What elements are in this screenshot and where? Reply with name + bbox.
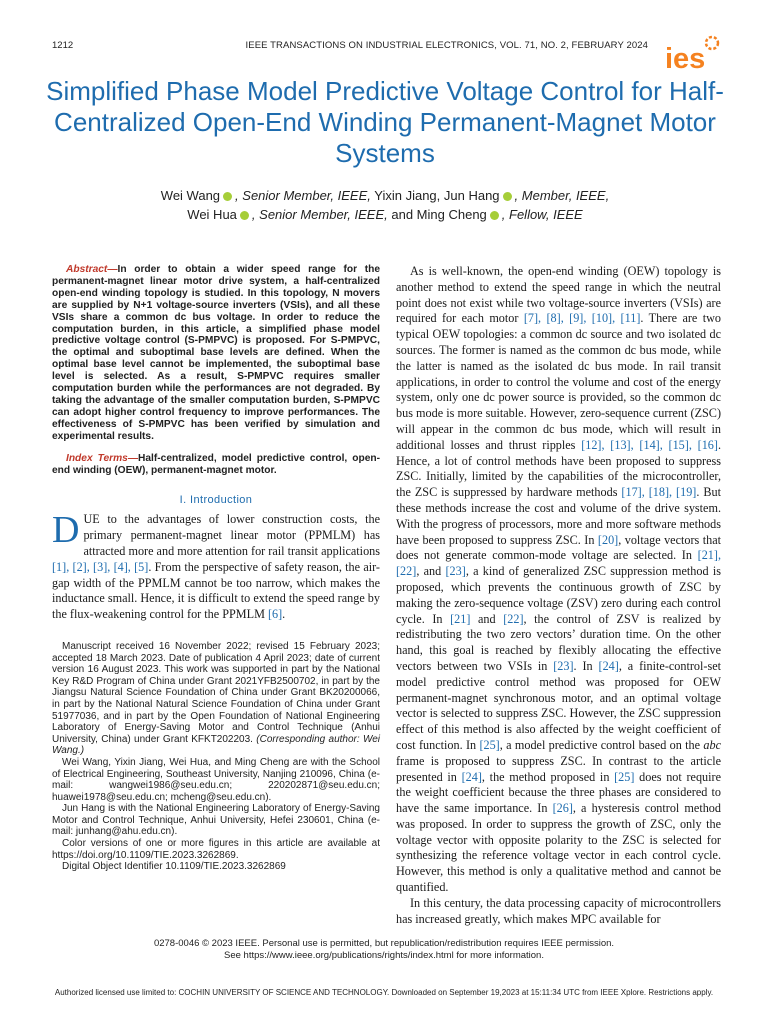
footnote-doi: Digital Object Identifier 10.1109/TIE.2023.3262869 [62, 861, 286, 873]
ies-logo [663, 34, 723, 74]
citation-link[interactable]: [21], [22] [396, 548, 721, 579]
citation-link[interactable]: [6] [267, 607, 283, 622]
author-line-2 [40, 205, 730, 224]
right-column [396, 264, 721, 927]
author-name: Yixin Jiang, [370, 188, 441, 203]
intro-text: UE to the advantages of lower construction costs, the primary permanent-magnet linear motor (PPMLM) has attracted more and more attention for rail transit applications [83, 512, 380, 558]
body-text-segment: . There are two typical OEW topologies: a common dc source and two isolated dc sources. The former is named as the common dc bus mode, while the latter is named as the isolated dc bus mode. In rail transit applications, in order to control the volume and cost of the energy system, only one dc power source is provided, so the common dc bus mode is more suitable. However, zero-sequence current (ZSC) will appear in the common dc bus mode, which will result in additional losses and thrust ripples [396, 311, 721, 452]
right-paragraph-1 [396, 264, 721, 896]
paper-title: Simplified Phase Model Predictive Voltage Control for Half-Centralized Open-End Winding Permanent-Magnet Motor Systems [46, 76, 724, 168]
body-text-segment: , the method proposed in [481, 769, 615, 784]
author-line-1 [40, 186, 730, 205]
author-role: , Senior Member, IEEE, [251, 207, 388, 222]
copyright-notice [0, 938, 768, 961]
body-text-segment: . In [573, 658, 599, 673]
body-text-segment: does not require the weight coefficient because the three phases are considered to have the same importance. In [396, 769, 721, 816]
citation-link[interactable]: [7], [8], [9], [10], [11] [523, 311, 641, 326]
author-list [40, 186, 730, 224]
body-text-segment: . Hence, a lot of control methods have been proposed to suppress ZSC. Initially, limited by the capabilities of the microcontroller, the ZSC is suppressed by hardware methods [396, 437, 721, 500]
footnote-affiliation: Wei Wang, Yixin Jiang, Wei Hua, and Ming Cheng are with the School of Electrical Engineering, Southeast University, Nanjing 210096, China (e-mail: wangwei1986@seu.edu.cn; 220202871@seu.edu.cn; huawei1978@seu.edu.cn; mcheng@seu.edu.cn). [52, 756, 380, 803]
abstract [52, 264, 380, 443]
abstract-label: Abstract— [66, 264, 118, 275]
section-heading-introduction: I. Introduction [179, 494, 253, 507]
index-terms [52, 453, 380, 477]
abstract-text: In order to obtain a wider speed range for the permanent-magnet linear motor drive system, a half-centralized open-end winding topology is studied. In this topology, N movers are supplied by N+1 voltage-source inverters (VSIs), and all these VSIs share a common dc bus voltage. In order to reduce the computation burden, in this article, a simplified phase model predictive voltage control (S-PMPVC) is proposed. For S-PMPVC, the optimal and suboptimal base levels are defined. When the optimal base level cannot be implemented, the suboptimal base level is selected. As a result, S-PMPVC requires smaller computation burden while the performances are not degraded. By taking the advantage of the smaller computation burden, S-PMPVC can adopt higher control frequency to improve performances. The effectiveness of S-PMPVC has been verified by simulation and experimental results. [52, 264, 380, 442]
body-text-segment: frame is proposed to suppress ZSC. In contrast to the article presented in [396, 753, 721, 784]
orcid-icon[interactable] [223, 192, 232, 201]
footnote-affiliation: Jun Hang is with the National Engineering Laboratory of Energy-Saving Motor and Control Technique, Anhui University, Hefei 230601, China (e-mail: junhang@ahu.edu.cn). [52, 803, 380, 838]
orcid-icon[interactable] [490, 211, 499, 220]
right-paragraph-2: In this century, the data processing capacity of microcontrollers has increased greatly, which makes MPC available for [396, 895, 721, 926]
citation-link[interactable]: [17], [18], [19] [621, 485, 697, 500]
citation-link[interactable]: [26] [552, 801, 573, 816]
footnote-text: Manuscript received 16 November 2022; revised 15 February 2023; accepted 18 March 2023. Date of publication 4 April 2023; date of current version 16 August 2023. This work was supported in part by the National Key R&D Program of China under Grant 2021YFB2500702, in part by the Jiangsu Natural Science Foundation of China under Grant BK20200066, in part by the National Natural Science Foundation of China under Grant 51977036, and in part by the Open Foundation of National Engineering Laboratory of Energy-Saving Motor and Control Technique (Anhui University, China) under Grant KFKT202203. [52, 640, 380, 745]
body-text-segment: As is well-known, the open-end winding (OEW) topology is another method to extend the speed range in which the neutral point does not exist while two voltage-source inverters (VSIs) are required for each motor [396, 264, 721, 326]
citation-link[interactable]: [24] [461, 769, 482, 784]
body-text-segment: . But these methods increase the cost and volume of the drive system. With the progress of processors, more and more software methods have been proposed to suppress ZSC. In [396, 485, 721, 547]
author-role: , Senior Member, IEEE, [235, 188, 371, 203]
author-name: Jun Hang [440, 188, 500, 203]
citation-link[interactable]: [23] [445, 564, 466, 579]
author-name: and Ming Cheng [387, 207, 487, 222]
authorized-use-notice: Authorized licensed use limited to: COCHIN UNIVERSITY OF SCIENCE AND TECHNOLOGY. Downloaded on September 19,2023 at 15:11:34 UTC from IEEE Xplore. Restrictions apply. [54, 988, 714, 997]
body-text-segment: , a finite-control-set model predictive control method was proposed for OEW permanent-magnet synchronous motor, and an optimal voltage vector is selected to suppress ZSC. However, the ZSC suppression effect of this method is also affected by the weight coefficient of cost function. In [396, 658, 721, 752]
author-role: , Fellow, IEEE [501, 207, 583, 222]
footnote-color-versions: Color versions of one or more figures in this article are available at https://doi.org/10.1109/TIE.2023.3262869. [52, 838, 380, 861]
citation-link[interactable]: [25] [614, 769, 635, 784]
author-name: Wei Hua [187, 207, 237, 222]
citation-link[interactable]: [1], [2], [3], [4], [5] [52, 559, 149, 574]
italic-term: abc [703, 737, 721, 752]
body-text-segment: , the control of ZSV is realized by redistributing the two zero vectors’ duration time. On the other hand, this goal is reached by flexibly allocating the effective vectors between two VSIs in [396, 611, 721, 673]
journal-header: IEEE TRANSACTIONS ON INDUSTRIAL ELECTRONICS, VOL. 71, NO. 2, FEBRUARY 2024 [245, 40, 648, 51]
citation-link[interactable]: [21] [450, 611, 471, 626]
footnote-manuscript [52, 641, 380, 757]
intro-text: . [282, 607, 286, 622]
footnotes [52, 641, 380, 873]
body-text-segment: , voltage vectors that does not generate common-mode voltage are selected. In [396, 532, 722, 563]
index-terms-text: Half-centralized, model predictive control, open-end winding (OEW), permanent-magnet motor. [52, 452, 380, 476]
index-terms-label: Index Terms— [66, 452, 139, 464]
citation-link[interactable]: [12], [13], [14], [15], [16] [581, 437, 718, 452]
page-number: 1212 [52, 40, 74, 51]
citation-link[interactable]: [25] [479, 737, 500, 752]
body-text-segment: , and [416, 564, 446, 579]
intro-paragraph [52, 509, 380, 623]
citation-link[interactable]: [22] [503, 611, 524, 626]
orcid-icon[interactable] [503, 192, 512, 201]
intro-text: . From the perspective of safety reason, the air-gap width of the PPMLM cannot be too narrow, which makes the inductance small. Hence, it is difficult to extend the speed range by the flux-weakening control for the PPMLM [52, 559, 380, 622]
orcid-icon[interactable] [240, 211, 249, 220]
body-text-segment: and [470, 611, 504, 626]
citation-link[interactable]: [23] [553, 658, 574, 673]
body-text-segment: , a model predictive control based on the [499, 737, 704, 752]
ies-logo-text: ies [665, 43, 706, 74]
citation-link[interactable]: [20] [597, 532, 619, 547]
copyright-line-2: See https://www.ieee.org/publications/rights/index.html for more information. [224, 949, 544, 961]
author-role: , Member, IEEE, [514, 188, 610, 203]
body-text-segment: , a kind of generalized ZSC suppression method is proposed, which prevents the continuous growth of ZSC by making the zero-sequence voltage (ZSV) zero during each control cycle. In [396, 564, 721, 626]
author-name: Wei Wang [160, 188, 221, 203]
dropcap: D [52, 509, 80, 552]
copyright-line-1: 0278-0046 © 2023 IEEE. Personal use is permitted, but republication/redistribution requires IEEE permission. [153, 938, 615, 949]
citation-link[interactable]: [24] [598, 658, 619, 673]
body-text-segment: , a hysteresis control method was proposed. In order to suppress the growth of ZSC, only the voltage vector with opposite polarity to the ZSC is selected for synthesizing the reference voltage vector in each control cycle. However, this method is only a qualitative method and cannot be quantified. [396, 801, 721, 895]
left-column [52, 264, 380, 873]
corresponding-author: (Corresponding author: Wei Wang.) [52, 733, 380, 757]
